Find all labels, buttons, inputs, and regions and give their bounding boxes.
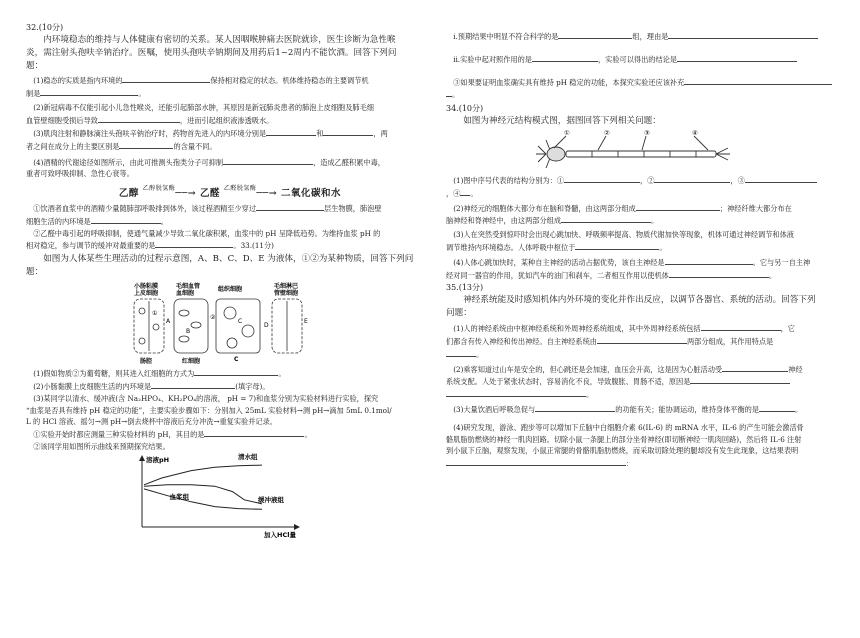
q34-sub2-text-c: 脑神经和脊神经中，由这两部分组成: [446, 216, 562, 226]
q35-sub4-text-d: ：: [626, 459, 634, 469]
neuron-mark-4: ④: [692, 128, 698, 137]
q35-sub1: [446, 322, 854, 335]
ph-chart-ylabel: 溶液pH: [146, 455, 170, 464]
tissue-cell-2: [242, 325, 254, 337]
q34-sub4-text-d: 。: [768, 270, 777, 280]
q34-sub1-text-a: (1)图中序号代表的结构分别为：①: [453, 175, 564, 185]
right-column: [446, 0, 854, 638]
q32-sub3-cont: [26, 140, 434, 153]
q35-sub1-text-d: 两部分组成，其作用特点是: [686, 336, 774, 346]
q32-sub1: [26, 74, 434, 87]
q32-sub3: [26, 127, 434, 140]
y-axis-arrow-icon: [139, 455, 145, 461]
axon-terminal: [716, 148, 730, 160]
pointer-1: [554, 136, 566, 148]
fig-label-epithelial: 上皮细胞: [134, 290, 159, 298]
fig-label-lymph: 毛细淋巴: [274, 283, 299, 291]
q34-sub1: [446, 174, 854, 187]
q34-sub3-text-c: 。: [659, 242, 667, 252]
q33-sub2-text-a: (2)小肠黏膜上皮细胞生活的内环境是: [33, 381, 152, 391]
q33-sub3-text-d: ①实验开始时都应测量三种实验材料的 pH，其目的是: [33, 430, 205, 440]
q35-blank-9[interactable]: [446, 457, 626, 466]
q32-sub6-cont: [26, 239, 434, 252]
q35-sub3: (3)大量饮酒后呼吸急促与 的功能有关；能协调运动，维持身体平衡的是 。: [453, 404, 803, 414]
pointer-2: [598, 136, 606, 150]
tissue-fluid-diagram: [26, 279, 434, 367]
q33-blank-2[interactable]: [151, 380, 235, 389]
fig-letter-B: B: [186, 328, 191, 336]
q33-sub3-step1: ①实验开始时都应测量三种实验材料的 pH，其目的是 。: [33, 430, 312, 440]
neuron-mark-3: ③: [644, 128, 650, 137]
q32-blank-7[interactable]: [223, 156, 313, 165]
q34-blank-2[interactable]: [654, 174, 730, 183]
q35-sub2-text-c: 系统支配。人处于紧张状态时，容易消化不良，导致腹胀、胃肠不适，原因是: [446, 377, 691, 387]
q32-intro-line2: 炎，需注射头孢呋辛钠治疗。医嘱，使用头孢呋辛钠期间及用药后1~2周内不能饮酒。回答下列问: [26, 47, 397, 58]
q34-blank-3[interactable]: [745, 174, 817, 183]
q34-blank-7[interactable]: [575, 241, 659, 250]
q34-blank-8[interactable]: [665, 256, 753, 265]
eq-enzyme1: 乙醇脱氢酶: [142, 185, 176, 193]
q34-sub1-text-c: ，③: [730, 175, 745, 185]
q32-blank-9[interactable]: [91, 215, 161, 224]
red-cell-2: [191, 322, 201, 328]
pointer-3: [642, 136, 646, 150]
q33-blank-1[interactable]: [194, 367, 278, 376]
pointer-4: [694, 136, 708, 150]
q35-sub4: (4)研究发现，游泳、跑步等可以增加下丘脑中白细胞介素 6(IL-6) 的 mRNA 水平，IL-6 的产生可能会激活骨: [453, 422, 804, 432]
q35-blank-7[interactable]: [535, 403, 615, 412]
q32-sub6-text-b: 相对稳定，参与调节的缓冲对最重要的是: [26, 241, 156, 251]
q32-sub4: [26, 156, 434, 169]
q33-sub1: (1)假如物质②为葡萄糖，则其进入红细胞的方式为 。: [33, 369, 286, 379]
q35-sub2-answer: 。: [446, 388, 854, 401]
tissue-cell-3: [227, 338, 237, 348]
q33-iii-line: [446, 53, 854, 66]
q32-blank-4[interactable]: [266, 127, 316, 136]
eq-enzyme2: 乙醛脱氢酶: [223, 185, 257, 193]
q35-sub2-cont: [446, 375, 854, 388]
q32-sub6: ②乙醛中毒引起的呼吸抑制，使通气量减少导致二氧化碳积累，血浆中的 pH 呈降低趋势。为维持血浆 pH 的: [33, 228, 381, 238]
red-cell-1: [179, 310, 189, 316]
q34-sub2-text-a: (2)神经元的细胞体大都分布在脑和脊髓，由这两部分组成: [453, 203, 636, 213]
q33-ii-text-b: 组，理由是: [632, 32, 669, 41]
alcohol-metabolism-equation: [26, 183, 434, 200]
q34-sub2-text-b: ；神经纤维大都分布在: [719, 203, 792, 213]
q34-sub4-text-a: (4)人体心跳加快时，某种自主神经的活动占据优势，该自主神经是: [453, 257, 665, 267]
q35-sub2-text-b: 神经: [788, 364, 803, 374]
intestine-cell-3: [139, 338, 145, 344]
red-cell-3: [179, 336, 189, 342]
fig-label-tissue: 组织细胞: [218, 286, 243, 294]
q33-intro-line1: 如图为人体某些生理活动的过程示意图，A、B、C、D、E 为液体，①②为某种物质，回答下列问: [43, 254, 414, 265]
fig-label-capillary: 毛细血管: [176, 283, 201, 291]
fig-letter-D: D: [264, 322, 269, 330]
q34-sub4-cont: [446, 269, 854, 282]
q33-sub2: [26, 380, 434, 393]
q33-blank-6[interactable]: [532, 53, 598, 62]
q32-sub4-text-a: (4)酒精的代谢途径如图所示，由此可推测头孢类分子可抑制: [33, 157, 224, 167]
q32-sub2-text-b: 血管壁细胞受损后导致: [26, 116, 98, 126]
fig-label-bottom-b: 红细胞: [182, 358, 201, 366]
intestine-cell-1: [139, 308, 145, 314]
q34-blank-9[interactable]: [669, 269, 769, 278]
q32-sub4-text-b: ，造成乙醛积累中毒，: [313, 157, 385, 167]
x-axis-arrow-icon: [294, 524, 300, 530]
q32-sub1-text-c: 制是: [26, 88, 41, 98]
eq-product: 二氧化碳和水: [281, 188, 342, 200]
fig-structures: [134, 299, 302, 353]
q35-title: 35.(13分): [446, 283, 484, 293]
q33-sub2-text-b: (填字母)。: [235, 381, 270, 391]
q35-sub4-answer: [446, 457, 854, 470]
fig-label-bottom-c: C: [234, 356, 239, 364]
ph-chart-axes: [139, 452, 300, 530]
q33-iv-cont: [446, 88, 854, 101]
q35-sub1-text-b: ，它: [780, 324, 795, 334]
q32-sub3-text-e: 的含量不同。: [173, 141, 217, 151]
q32-sub3-text-b: 和: [316, 128, 324, 138]
q35-sub2-text-a: (2)乘客知道过山车是安全的，但心跳还是会加速，血压会升高，这是因为心脏活动受: [453, 364, 723, 374]
q34-blank-6[interactable]: [561, 214, 651, 223]
q35-sub1-cont: [446, 335, 854, 348]
q34-sub2-text-d: 。: [651, 216, 659, 226]
q32-sub5-text-a: ①饮酒者血浆中的酒精少量随肺部呼吸排到体外，该过程酒精至少穿过: [33, 203, 257, 213]
ph-chart: [26, 453, 434, 539]
fig-label-bottom-a: 肠腔: [140, 358, 153, 366]
eq-alcohol: 乙醇: [118, 188, 139, 200]
fig-letter-2: ②: [210, 314, 216, 322]
q33-iv-text-e: ③如果要证明血浆确实具有维持 pH 稳定的功能，本探究实验还应该补充: [453, 77, 685, 87]
q33-ii-text-a: ⅰ.预期结果中明显不符合科学的是: [453, 32, 559, 41]
q33-ii-line: [446, 30, 854, 43]
q32-title: 32.(10分): [26, 23, 64, 32]
q33-intro-line2: 题：: [26, 267, 44, 278]
q32-sub2-cont: [26, 114, 434, 127]
fig-label-intestine: 小肠粘膜: [134, 283, 159, 291]
q33-sub1-text-a: (1)假如物质②为葡萄糖，则其进入红细胞的方式为: [33, 369, 195, 379]
q34-title: 34.(10分): [446, 104, 484, 114]
q33-iv-text-f: 。: [452, 90, 460, 100]
q35-blank-8[interactable]: [759, 403, 795, 412]
fig-letter-A: A: [166, 318, 171, 326]
q32-blank-3[interactable]: [98, 114, 180, 123]
axon: [566, 151, 716, 157]
q32-sub5: [26, 202, 434, 215]
left-column: [26, 0, 434, 608]
q35-sub2: [446, 363, 854, 376]
q35-sub3-text-b: 的功能有关；能协调运动，维持身体平衡的是: [615, 404, 760, 414]
q32-sub5-cont: 细胞生活的内环境是 。: [26, 216, 168, 226]
q34-sub4: [446, 256, 854, 269]
q34-sub3-text-b: 调节维持内环境稳态。人体呼吸中枢位于: [446, 242, 576, 252]
q33-blank-8[interactable]: [684, 76, 832, 85]
q34-sub3: (3)人在突然受到惊吓时会出现心跳加快、呼吸频率提高、物质代谢加快等现象，机体可通过神经调节和体液: [453, 230, 794, 240]
q34-sub2-cont: [446, 214, 854, 227]
q35-sub3-text-a: (3)大量饮酒后呼吸急促与: [453, 404, 536, 414]
ph-series-line-0: [144, 465, 262, 485]
fig-label-blood-cell: 血细胞: [176, 290, 195, 298]
q34-sub4-text-b: 。它与另一自主神: [752, 257, 811, 267]
q32-intro-line1: 内环境稳态的维持与人体健康有密切的关系。某人因咽喉肿痛去医院就诊，医生诊断为急性喉: [43, 34, 396, 45]
q33-sub3-line2: “血浆是否具有维持 pH 稳定的功能”，主要实验步骤如下：分别加入 25mL 实验材料→测 pH→滴加 5mL 0.1mol/: [26, 405, 392, 415]
q32-sub1-text-b: 保持相对稳定的状态。机体维持稳态的主要调节机: [210, 75, 369, 85]
fig-label-lymph-wall: 管壁细胞: [274, 290, 299, 298]
q35-blank-2[interactable]: [597, 335, 687, 344]
q32-sub3-text-d: 者之间在成分上的主要区别是: [26, 141, 120, 151]
q32-sub3-text-a: (3)肌肉注射和静脉滴注头孢呋辛钠治疗时，药物首先进入的内环境分别是: [33, 128, 267, 138]
q33-sub3-step2: ②该同学用如图所示曲线来预期探究结果。: [33, 441, 170, 451]
q32-sub1-cont: 制是 。: [26, 88, 146, 98]
eq-arrow2-icon: ──→: [256, 188, 278, 200]
ph-chart-xlabel: 加入HCl量: [264, 530, 296, 539]
q35-blank-5[interactable]: [690, 375, 790, 384]
q35-blank-3[interactable]: [446, 348, 476, 357]
q35-blank-6[interactable]: [446, 388, 586, 397]
q35-blank-1[interactable]: [701, 322, 781, 331]
tissue-region: [216, 299, 260, 353]
q34-blank-1[interactable]: [564, 174, 640, 183]
q33-sub3-line3: L 的 HCl 溶液、摇匀→测 pH→倒去烧杯中溶液后充分冲洗→重复实验并记录。: [26, 417, 277, 427]
q32-blank-10[interactable]: [155, 239, 233, 248]
neuron-mark-2: ②: [604, 128, 610, 137]
q33-blank-5[interactable]: [668, 30, 818, 39]
q35-sub1-answer: 。: [446, 348, 854, 361]
ph-series-label-1: 缓冲液组: [258, 495, 284, 504]
q32-sub1-text-a: (1)稳态的实质是指内环境的: [33, 75, 123, 85]
q35-sub1-text-a: (1)人的神经系统由中枢神经系统和外周神经系统组成，其中外周神经系统包括: [453, 324, 701, 334]
q32-sub4-cont: 重者可致呼吸抑制、急性心衰等。: [26, 169, 134, 179]
fig-letter-E: E: [304, 318, 308, 326]
q33-iv-line: [446, 76, 854, 89]
tissue-cell-1: [224, 307, 236, 319]
q32-sub6-text-c: 。33.(11分): [233, 241, 274, 251]
q35-sub4-line3: 到小鼠下丘脑，观察发现，小鼠正常腿的骨骼肌脂肪燃烧，而采取切除处理的腿却没有发生此现象，这结果表明: [446, 446, 799, 456]
neuron-shape: [536, 136, 730, 168]
fig-letter-1: ①: [152, 310, 158, 318]
cell-body: [547, 147, 565, 161]
ph-series-label-0: 清水组: [238, 452, 258, 461]
q32-blank-8[interactable]: [256, 202, 324, 211]
q33-iii-text-d: ，实验可以得出的结论是: [597, 54, 678, 64]
q32-sub5-text-c: 细胞生活的内环境是: [26, 216, 91, 226]
q32-intro-line3: 题：: [26, 60, 44, 71]
q32-sub5-text-b: 层生物膜，肺泡壁: [324, 203, 382, 213]
q34-sub1-cont: ，④ 。: [446, 188, 478, 198]
intestine-cell-2: [153, 324, 159, 330]
q35-intro-line2: 问题：: [446, 308, 472, 319]
q35-sub4-line2: 骼肌脂肪燃烧的神经一肌肉回路。切除小鼠一条腿上的部分坐骨神经(即切断神经一肌肉回路)，然后将 IL-6 注射: [446, 434, 802, 444]
fig-letter-C: C: [238, 318, 243, 326]
q34-sub1-text-d: ，④: [446, 188, 461, 198]
q35-intro-line1: 神经系统能及时感知机体内外环境的变化并作出反应，以调节各器官、系统的活动。回答下列: [463, 295, 816, 306]
q32-blank-2[interactable]: [40, 87, 138, 96]
q35-blank-4[interactable]: [722, 363, 788, 372]
q34-sub1-text-b: ，②: [640, 175, 655, 185]
neuron-mark-1: ①: [564, 128, 570, 137]
q35-sub1-text-c: 们都含有传入神经和传出神经。自主神经系统由: [446, 336, 597, 346]
q33-blank-4[interactable]: [558, 30, 632, 39]
eq-aldehyde: 乙醛: [199, 188, 220, 200]
q33-sub3: (3)某同学以清水、缓冲液(含 Na₂HPO₄、KH₂PO₄的溶液， pH = 7)和血浆分别为实验材料进行实验，探究: [33, 393, 379, 403]
q32-sub2-text-c: ，进而引起组织液渗透吸水。: [179, 116, 274, 126]
eq-arrow1-icon: ──→: [175, 188, 197, 200]
q32-sub2: (2)新冠病毒不仅能引起小儿急性喉炎，还能引起肺部水肿，其原因是新冠肺炎患者的肺泡上皮细胞及肺毛细: [33, 103, 374, 113]
q34-intro: 如图为神经元结构模式图，据图回答下列相关问题：: [463, 115, 661, 126]
q33-iii-text-c: ⅱ.实验中起对照作用的是: [453, 54, 532, 64]
neuron-diagram: [446, 128, 854, 174]
q34-sub3-cont: [446, 241, 854, 254]
q33-blank-3[interactable]: [204, 428, 304, 437]
q34-blank-4[interactable]: [460, 187, 470, 196]
q32-blank-6[interactable]: [119, 140, 173, 149]
q34-sub4-text-c: 经对同一器官的作用，犹如汽车的油门和刹车，二者相互作用以使机体: [446, 270, 669, 280]
q34-blank-5[interactable]: [636, 202, 720, 211]
q32-blank-1[interactable]: [122, 74, 210, 83]
ph-series-line-2: [144, 489, 262, 509]
ph-series-label-2: 血浆组: [169, 492, 190, 501]
q32-sub3-text-c: ，两: [373, 128, 388, 138]
q32-blank-5[interactable]: [323, 127, 373, 136]
q33-blank-7[interactable]: [677, 53, 797, 62]
q34-sub2: [446, 202, 854, 215]
